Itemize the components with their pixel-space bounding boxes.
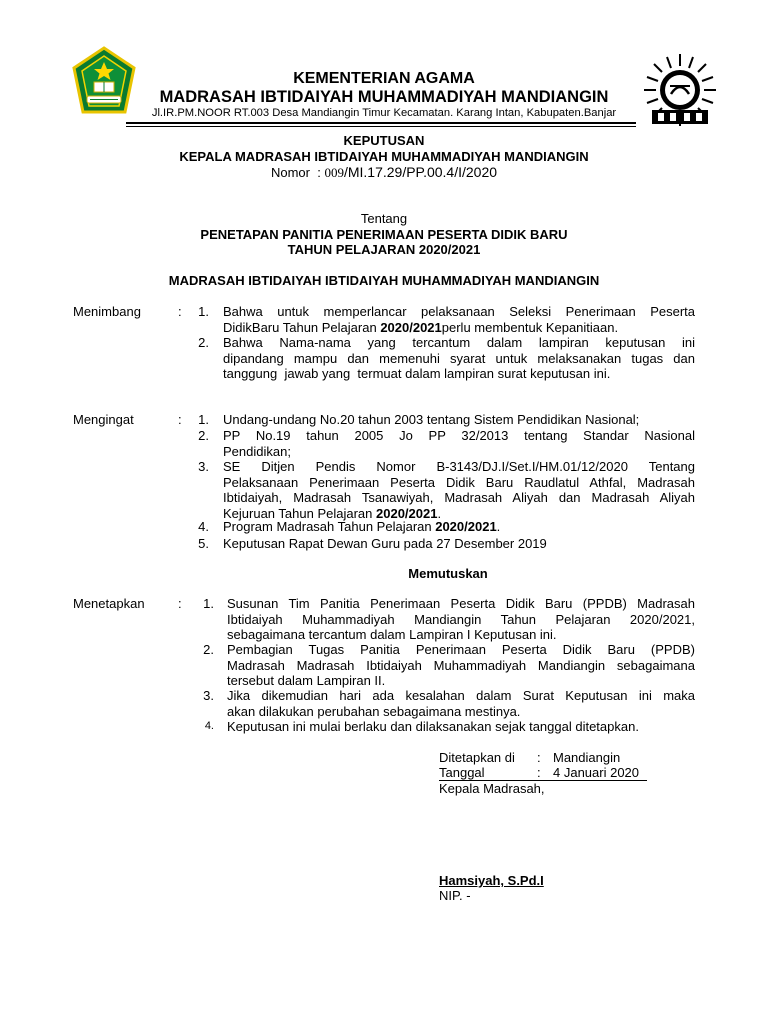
place-label: Ditetapkan di [439,750,515,765]
menimbang-item [223,304,695,335]
menetapkan-item-3-line1: Jika dikemudian hari ada kesalahan dalam Surat Keputusan ini maka [227,688,695,703]
menetapkan-item [227,719,695,735]
menimbang-item-2-line2: dipandang mampu dan memenuhi syarat untuk melaksanakan tugas dan [223,350,695,366]
mengingat-item-3-line4-end: . [437,506,442,522]
menetapkan-item-2-line1: Pembagian Tugas Panitia Penerimaan Peserta Didik Baru (PPDB) [227,642,695,657]
decree-issuer: KEPALA MADRASAH IBTIDAIYAH MUHAMMADIYAH MANDIANGIN [179,149,589,164]
place-colon: : [537,750,541,765]
mengingat-item-3-line1: SE Ditjen Pendis Nomor B-3143/DJ.I/Set.I/HM.01/12/2020 Tentang [223,459,695,474]
muhammadiyah-logo-icon [640,50,720,128]
signatory-nip: NIP. - [439,888,471,903]
menimbang-item-2-line3: tanggung jawab yang termuat dalam lampiran surat keputusan ini. [223,366,611,382]
mengingat-item-2-line2: Pendidikan; [223,443,291,459]
mengingat-item-2-line1: PP No.19 tahun 2005 Jo PP 32/2013 tentang Standar Nasional [223,428,695,443]
letterhead-rule-thin [126,126,636,127]
mengingat-item-number: 3. [198,459,209,474]
school-year-emphasis: 2020/2021 [380,319,442,335]
mengingat-item-number: 4. [198,519,209,534]
number-prefix: 009 [324,165,344,180]
ministry-name: KEMENTERIAN AGAMA [293,70,475,87]
school-year-emphasis: 2020/2021 [376,506,438,522]
mengingat-item-number: 1. [198,412,209,427]
menimbang-item-number: 2. [198,335,209,350]
number-colon: : [317,165,321,180]
school-address: Jl.IR.PM.NOOR RT.003 Desa Mandiangin Timur Kecamatan. Karang Intan, Kabupaten.Banjar [151,107,617,119]
mengingat-item-3-line2: Pelaksanaan Penerimaan Peserta Didik Baru Raudlatul Athfal, Madrasah [223,474,695,490]
mengingat-item-3-line4: Kejuruan Tahun Pelajaran [223,506,376,522]
menetapkan-item-2-line3: tersebut dalam Lampiran II. [227,673,386,689]
menetapkan-item-number: 2. [203,642,214,657]
menetapkan-item-number: 3. [203,688,214,703]
mengingat-label: Mengingat [73,412,134,427]
mengingat-item [223,459,695,522]
mengingat-item [223,412,695,428]
menimbang-item-1-line2-end: perlu membentuk Kepanitiaan. [441,319,619,335]
about-label: Tentang [360,211,408,226]
menimbang-item [223,335,695,382]
mengingat-item-3-line3: Ibtidaiyah, Madrasah Tsanawiyah, Madrasah Aliyah dan Madrasah Aliyah [223,490,695,506]
menimbang-colon: : [178,304,182,319]
menetapkan-item [227,688,695,719]
mengingat-item [223,536,695,552]
place-value: Mandiangin [553,750,621,765]
number-label: Nomor [270,165,310,180]
menimbang-item-number: 1. [198,304,209,319]
menetapkan-item [227,642,695,689]
menetapkan-item-number: 4. [204,720,214,732]
mengingat-item [223,519,695,535]
menetapkan-item-2-line2: Madrasah Madrasah Ibtidaiyah Muhammadiyah Mandiangin sebagaimana [227,657,695,673]
mengingat-item-4-line1-end: . [496,519,501,534]
menetapkan-colon: : [178,596,182,611]
menetapkan-item [227,596,695,643]
mengingat-item [223,428,695,459]
mengingat-colon: : [178,412,182,427]
date-label: Tanggal [439,765,485,780]
mengingat-item-number: 5. [198,536,209,551]
mengingat-item-5-line1: Keputusan Rapat Dewan Guru pada 27 Desember 2019 [223,536,547,551]
mengingat-item-4-line1: Program Madrasah Tahun Pelajaran [223,519,436,534]
letterhead-rule [126,122,636,124]
memutuskan-heading: Memutuskan [408,566,488,581]
mengingat-item-1-line1: Undang-undang No.20 tahun 2003 tentang Sistem Pendidikan Nasional; [223,412,640,427]
decree-subject-line1: PENETAPAN PANITIA PENERIMAAN PESERTA DIDIK BARU [200,227,568,242]
number-value: /MI.17.29/PP.00.4/I/2020 [343,164,498,180]
menetapkan-item-1-line1: Susunan Tim Panitia Penerimaan Peserta Didik Baru (PPDB) Madrasah [227,596,695,611]
menetapkan-label: Menetapkan [73,596,145,611]
kementerian-agama-logo-icon [70,46,138,118]
menetapkan-item-3-line2: akan dilakukan perubahan sebagaimana mestinya. [227,703,521,719]
institution-name: MADRASAH IBTIDAIYAH IBTIDAIYAH MUHAMMADIYAH MANDIANGIN [168,273,600,288]
menetapkan-item-number: 1. [203,596,214,611]
signatory-name: Hamsiyah, S.Pd.I [439,873,544,888]
school-year-emphasis: 2020/2021 [435,519,497,534]
school-name: MADRASAH IBTIDAIYAH MUHAMMADIYAH MANDIANGIN [159,88,609,106]
menimbang-label: Menimbang [73,304,141,319]
decree-heading: KEPUTUSAN [343,133,425,148]
menimbang-item-1-line1: Bahwa untuk memperlancar pelaksanaan Seleksi Penerimaan Peserta [223,304,695,319]
mengingat-item-number: 2. [198,428,209,443]
decree-number [100,164,668,181]
decree-subject-line2: TAHUN PELAJARAN 2020/2021 [287,242,481,257]
menetapkan-item-4-line1: Keputusan ini mulai berlaku dan dilaksanakan sejak tanggal ditetapkan. [227,719,639,734]
menetapkan-item-1-line3: sebagaimana tercantum dalam Lampiran I Keputusan ini. [227,627,557,643]
menimbang-item-2-line1: Bahwa Nama-nama yang tercantum dalam lampiran keputusan ini [223,335,695,350]
date-value: 4 Januari 2020 [553,765,640,780]
signatory-position: Kepala Madrasah, [439,781,545,796]
date-colon: : [537,765,541,780]
menimbang-item-1-line2: DidikBaru Tahun Pelajaran [223,319,381,335]
menetapkan-item-1-line2: Ibtidaiyah Muhammadiyah Mandiangin Tahun Pelajaran 2020/2021, [227,611,695,627]
